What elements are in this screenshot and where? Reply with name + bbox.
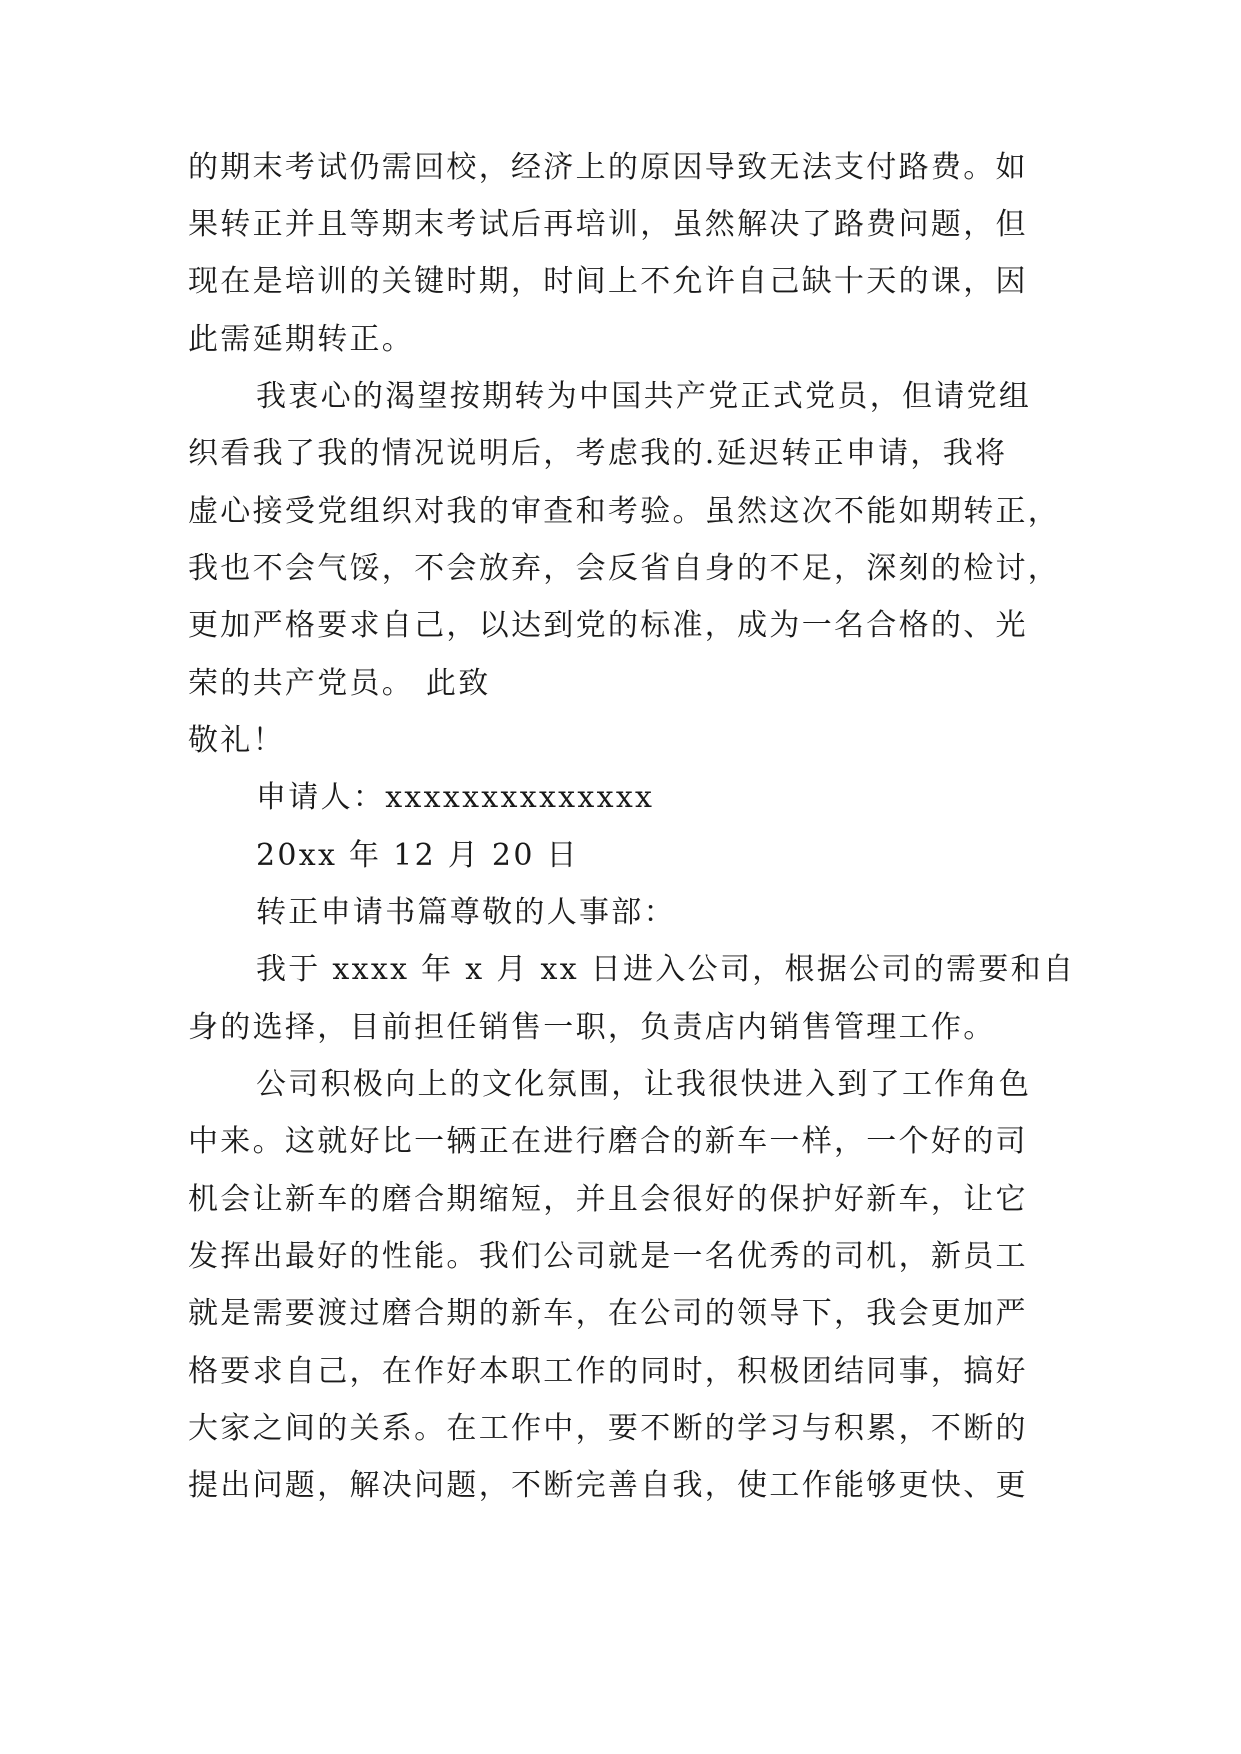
text-line: 更加严格要求自己，以达到党的标准，成为一名合格的、光: [188, 608, 1028, 643]
text-line: 的期末考试仍需回校，经济上的原因导致无法支付路费。如: [188, 150, 1028, 185]
text-line: 我也不会气馁，不会放弃，会反省自身的不足，深刻的检讨，: [188, 551, 1061, 586]
text-line: 此需延期转正。: [188, 322, 415, 357]
text-line: 织看我了我的情况说明后，考虑我的.延迟转正申请，我将: [188, 436, 1008, 471]
text-line: 机会让新车的磨合期缩短，并且会很好的保护好新车，让它: [188, 1182, 1028, 1217]
text-line: 虚心接受党组织对我的审查和考验。虽然这次不能如期转正，: [188, 494, 1061, 529]
applicant-signature: 申请人：xxxxxxxxxxxxxx: [256, 780, 655, 815]
text-line: 荣的共产党员。 此致: [188, 666, 491, 701]
salutation: 敬礼！: [188, 723, 285, 758]
paragraph-first-line: 公司积极向上的文化氛围，让我很快进入到了工作角色: [256, 1067, 1032, 1102]
text-line: 果转正并且等期末考试后再培训，虽然解决了路费问题，但: [188, 207, 1028, 242]
date-line: 20xx 年 12 月 20 日: [256, 838, 579, 873]
text-line: 就是需要渡过磨合期的新车，在公司的领导下，我会更加严: [188, 1296, 1028, 1331]
text-line: 现在是培训的关键时期，时间上不允许自己缺十天的课，因: [188, 264, 1028, 299]
second-letter-heading: 转正申请书篇尊敬的人事部：: [256, 895, 676, 930]
text-line: 大家之间的关系。在工作中，要不断的学习与积累，不断的: [188, 1411, 1028, 1446]
text-line: 提出问题，解决问题，不断完善自我，使工作能够更快、更: [188, 1468, 1028, 1503]
text-line: 格要求自己，在作好本职工作的同时，积极团结同事，搞好: [188, 1354, 1028, 1389]
text-line: 身的选择，目前担任销售一职，负责店内销售管理工作。: [188, 1010, 996, 1045]
paragraph-first-line: 我衷心的渴望按期转为中国共产党正式党员，但请党组: [256, 379, 1032, 414]
text-line: 中来。这就好比一辆正在进行磨合的新车一样，一个好的司: [188, 1124, 1028, 1159]
text-line: 发挥出最好的性能。我们公司就是一名优秀的司机，新员工: [188, 1239, 1028, 1274]
paragraph-first-line: 我于 xxxx 年 x 月 xx 日进入公司，根据公司的需要和自: [256, 952, 1076, 987]
